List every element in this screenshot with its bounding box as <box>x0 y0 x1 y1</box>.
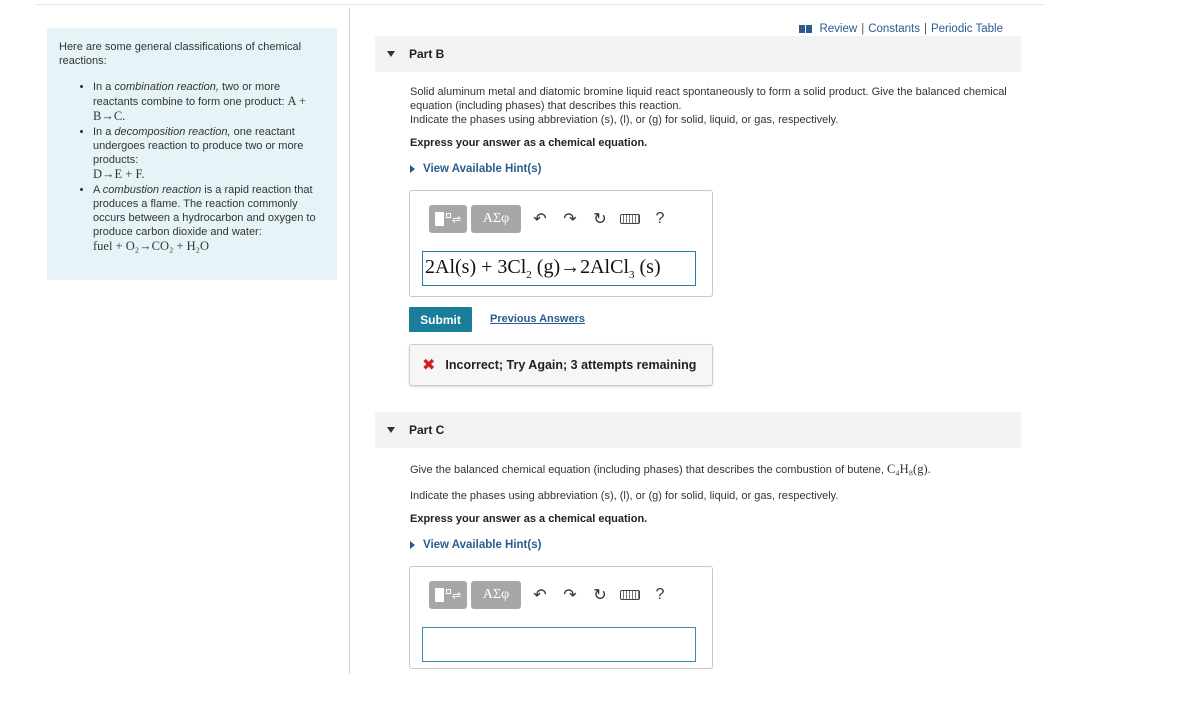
greek-symbols-button[interactable]: ΑΣφ <box>471 205 521 233</box>
book-icon <box>799 25 812 33</box>
feedback-message: ✖ Incorrect; Try Again; 3 attempts remaining <box>409 344 713 386</box>
classification-list <box>59 80 327 254</box>
list-item: • In a decomposition reaction, one reactant undergoes reaction to produce two or more products: D→E + F. <box>93 125 327 182</box>
part-b-hint-toggle[interactable]: View Available Hint(s) <box>410 163 541 175</box>
separator: | <box>861 23 865 35</box>
periodic-table-link[interactable]: Periodic Table <box>930 23 1003 35</box>
collapse-icon[interactable] <box>387 51 395 57</box>
list-item: • In a combination reaction, two or more reactants combine to form one product: A + B→C. <box>93 80 327 124</box>
undo-icon[interactable]: ↶ <box>533 211 547 228</box>
combination-formula: A + B→C. <box>93 94 306 123</box>
constants-link[interactable]: Constants <box>868 23 920 35</box>
redo-icon[interactable]: ↷ <box>563 211 577 228</box>
part-c-answer-box <box>409 566 713 669</box>
error-x-icon: ✖ <box>422 357 436 374</box>
submit-button[interactable]: Submit <box>409 307 472 332</box>
undo-icon[interactable]: ↶ <box>533 587 547 604</box>
equation-toolbar <box>429 205 675 233</box>
expand-icon <box>410 541 415 549</box>
top-divider <box>36 4 1044 5</box>
help-icon[interactable]: ? <box>655 210 665 227</box>
top-links <box>799 23 1003 35</box>
part-b-header[interactable] <box>375 36 1021 72</box>
info-panel <box>47 28 337 280</box>
part-b-question: Solid aluminum metal and diatomic bromine liquid react spontaneously to form a solid product. Give the balanced chemical equation (including phases) that describes this reaction. Indicate the phases using abbreviation (s), (l), or (g) for solid, liquid, or gas, respectively. <box>410 86 1007 126</box>
equation-toolbar <box>429 581 675 609</box>
part-b-answer-box <box>409 190 713 297</box>
collapse-icon[interactable] <box>387 427 395 433</box>
column-divider <box>349 8 350 674</box>
reset-icon[interactable]: ↻ <box>593 587 607 604</box>
part-c-hint-toggle[interactable]: View Available Hint(s) <box>410 539 541 551</box>
separator: | <box>923 23 927 35</box>
part-c-header[interactable] <box>375 412 1021 448</box>
redo-icon[interactable]: ↷ <box>563 587 577 604</box>
keyboard-icon[interactable] <box>615 205 645 233</box>
keyboard-icon[interactable] <box>615 581 645 609</box>
greek-symbols-button[interactable]: ΑΣφ <box>471 581 521 609</box>
templates-button[interactable] <box>429 205 467 233</box>
combustion-formula: fuel + O₂→CO₂ + H₂O <box>93 239 210 253</box>
part-c-phases-note: Indicate the phases using abbreviation (s), (l), or (g) for solid, liquid, or gas, respectively. <box>410 490 839 502</box>
expand-icon <box>410 165 415 173</box>
reset-icon[interactable]: ↻ <box>593 211 607 228</box>
templates-icon: ⇌ <box>435 212 461 226</box>
part-b-instruction: Express your answer as a chemical equation. <box>410 137 648 149</box>
part-c-question: Give the balanced chemical equation (including phases) that describes the combustion of butene, C₄H₈(g). <box>410 462 931 476</box>
part-c-title: Part C <box>409 423 445 437</box>
list-item: • A combustion reaction is a rapid reaction that produces a flame. The reaction commonly occurs between a hydrocarbon and oxygen to produce carbon dioxide and water: fuel + O₂→CO₂ + H₂O <box>93 183 327 254</box>
templates-icon: ⇌ <box>435 588 461 602</box>
part-b-answer-input[interactable]: $2Al(s) + 3Cl_2$ (g)→2AlCl$_3$ (s) <box>422 251 696 286</box>
previous-answers-link[interactable]: Previous Answers <box>490 313 585 325</box>
info-intro: Here are some general classifications of chemical reactions: <box>59 41 302 67</box>
part-c-instruction: Express your answer as a chemical equation. <box>410 513 648 525</box>
part-c-answer-input[interactable] <box>422 627 696 662</box>
decomposition-formula: D→E + F. <box>93 167 145 181</box>
review-link[interactable]: Review <box>819 23 858 35</box>
templates-button[interactable] <box>429 581 467 609</box>
part-b-title: Part B <box>409 47 445 61</box>
help-icon[interactable]: ? <box>655 586 665 603</box>
